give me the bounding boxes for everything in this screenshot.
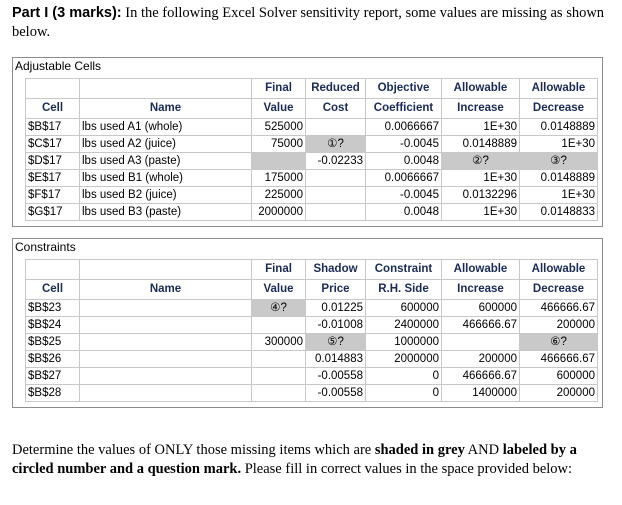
reduced-cost bbox=[306, 204, 366, 221]
header-cell: Coefficient bbox=[366, 99, 442, 119]
shadow-price: -0.00558 bbox=[306, 385, 366, 402]
objective-coefficient: 0.0048 bbox=[366, 153, 442, 170]
instructions-text-2: AND bbox=[467, 442, 500, 458]
constraint-rhs: 0 bbox=[366, 368, 442, 385]
cell-name bbox=[80, 300, 252, 317]
header-cell: Value bbox=[252, 99, 306, 119]
allowable-increase: 1E+30 bbox=[442, 204, 520, 221]
allowable-decrease: 1E+30 bbox=[520, 136, 598, 153]
cell-name: lbs used B1 (whole) bbox=[80, 170, 252, 187]
missing-value-4: ④? bbox=[252, 300, 306, 317]
missing-value-2: ②? bbox=[442, 153, 520, 170]
header-cell: Cost bbox=[306, 99, 366, 119]
cell-ref: $B$28 bbox=[26, 385, 80, 402]
allowable-decrease: 0.0148889 bbox=[520, 170, 598, 187]
table-row bbox=[26, 334, 598, 351]
header-cell: Increase bbox=[442, 99, 520, 119]
cell-name bbox=[80, 334, 252, 351]
header-cell: Cell bbox=[26, 280, 80, 300]
missing-value-1: ①? bbox=[306, 136, 366, 153]
table-row bbox=[26, 170, 598, 187]
allowable-increase: 1400000 bbox=[442, 385, 520, 402]
allowable-decrease: 200000 bbox=[520, 317, 598, 334]
final-value: 225000 bbox=[252, 187, 306, 204]
part-label: Part I (3 marks): bbox=[12, 5, 122, 21]
instructions-text-1: Determine the values of ONLY those missing items which are bbox=[12, 442, 372, 458]
header-cell: Name bbox=[80, 99, 252, 119]
allowable-increase: 0.0132296 bbox=[442, 187, 520, 204]
table-row bbox=[26, 385, 598, 402]
constraint-rhs: 2400000 bbox=[366, 317, 442, 334]
header-cell: Constraint bbox=[366, 260, 442, 280]
cell-name: lbs used A2 (juice) bbox=[80, 136, 252, 153]
cell-ref: $B$27 bbox=[26, 368, 80, 385]
header-cell: Value bbox=[252, 280, 306, 300]
final-value: 300000 bbox=[252, 334, 306, 351]
header-cell: Allowable bbox=[520, 79, 598, 99]
cell-name bbox=[80, 317, 252, 334]
constraint-rhs: 0 bbox=[366, 385, 442, 402]
table-row bbox=[26, 187, 598, 204]
instructions-bold-1: shaded in grey bbox=[374, 442, 465, 458]
allowable-increase: 0.0148889 bbox=[442, 136, 520, 153]
reduced-cost bbox=[306, 187, 366, 204]
constraints-title: Constraints bbox=[15, 240, 76, 254]
final-value: 75000 bbox=[252, 136, 306, 153]
cell-ref: $D$17 bbox=[26, 153, 80, 170]
header-cell: Increase bbox=[442, 280, 520, 300]
allowable-increase: 1E+30 bbox=[442, 170, 520, 187]
header-cell bbox=[26, 79, 80, 99]
header-cell: Reduced bbox=[306, 79, 366, 99]
header-cell bbox=[26, 260, 80, 280]
allowable-increase: 466666.67 bbox=[442, 317, 520, 334]
adjustable-cells-title: Adjustable Cells bbox=[15, 59, 102, 73]
cell-name: lbs used B2 (juice) bbox=[80, 187, 252, 204]
cell-ref: $F$17 bbox=[26, 187, 80, 204]
table-row bbox=[26, 300, 598, 317]
table-row bbox=[26, 204, 598, 221]
reduced-cost bbox=[306, 170, 366, 187]
header-row-top bbox=[26, 260, 598, 280]
cell-ref: $B$23 bbox=[26, 300, 80, 317]
cell-ref: $E$17 bbox=[26, 170, 80, 187]
constraint-rhs: 1000000 bbox=[366, 334, 442, 351]
final-value bbox=[252, 368, 306, 385]
final-value bbox=[252, 385, 306, 402]
allowable-decrease: 0.0148833 bbox=[520, 204, 598, 221]
constraints-section bbox=[12, 238, 603, 408]
constraints-table bbox=[25, 259, 598, 402]
cell-ref: $B$24 bbox=[26, 317, 80, 334]
allowable-increase: 200000 bbox=[442, 351, 520, 368]
header-row-bottom bbox=[26, 99, 598, 119]
header-cell: Price bbox=[306, 280, 366, 300]
reduced-cost: -0.02233 bbox=[306, 153, 366, 170]
table-row bbox=[26, 136, 598, 153]
constraint-rhs: 600000 bbox=[366, 300, 442, 317]
header-cell: Allowable bbox=[520, 260, 598, 280]
cell-name bbox=[80, 368, 252, 385]
header-cell: Final bbox=[252, 260, 306, 280]
instructions-text-3: Please fill in correct values in the space provided below: bbox=[244, 461, 573, 477]
cell-name: lbs used B3 (paste) bbox=[80, 204, 252, 221]
allowable-decrease: 0.0148889 bbox=[520, 119, 598, 136]
final-value bbox=[252, 351, 306, 368]
instructions bbox=[12, 441, 612, 479]
adjustable-cells-table bbox=[25, 78, 598, 221]
final-value bbox=[252, 317, 306, 334]
cell-name bbox=[80, 351, 252, 368]
header-row-bottom bbox=[26, 280, 598, 300]
objective-coefficient: 0.0048 bbox=[366, 204, 442, 221]
header-row-top bbox=[26, 79, 598, 99]
allowable-decrease: 200000 bbox=[520, 385, 598, 402]
final-value: 175000 bbox=[252, 170, 306, 187]
table-row bbox=[26, 351, 598, 368]
adjustable-cells-section bbox=[12, 57, 603, 227]
final-value: 2000000 bbox=[252, 204, 306, 221]
instructions-bold-2: labeled by a circled number and a question mark. bbox=[12, 442, 577, 477]
table-row bbox=[26, 153, 598, 170]
allowable-increase: 600000 bbox=[442, 300, 520, 317]
allowable-decrease: 466666.67 bbox=[520, 300, 598, 317]
missing-value-6: ⑥? bbox=[520, 334, 598, 351]
header-cell: Name bbox=[80, 280, 252, 300]
header-cell: Decrease bbox=[520, 99, 598, 119]
objective-coefficient: 0.0066667 bbox=[366, 119, 442, 136]
constraint-rhs: 2000000 bbox=[366, 351, 442, 368]
allowable-decrease: 1E+30 bbox=[520, 187, 598, 204]
table-row bbox=[26, 119, 598, 136]
allowable-increase: 1E+30 bbox=[442, 119, 520, 136]
cell-name bbox=[80, 385, 252, 402]
cell-name: lbs used A1 (whole) bbox=[80, 119, 252, 136]
cell-ref: $B$25 bbox=[26, 334, 80, 351]
intro-text: In the following Excel Solver sensitivity report, some values are missing as shown below. bbox=[12, 5, 605, 40]
cell-name: lbs used A3 (paste) bbox=[80, 153, 252, 170]
header-cell: R.H. Side bbox=[366, 280, 442, 300]
objective-coefficient: -0.0045 bbox=[366, 136, 442, 153]
allowable-increase: 466666.67 bbox=[442, 368, 520, 385]
cell-ref: $B$17 bbox=[26, 119, 80, 136]
table-row bbox=[26, 317, 598, 334]
header-cell: Cell bbox=[26, 99, 80, 119]
header-cell: Allowable bbox=[442, 260, 520, 280]
missing-value-3: ③? bbox=[520, 153, 598, 170]
cell-ref: $B$26 bbox=[26, 351, 80, 368]
shadow-price: -0.01008 bbox=[306, 317, 366, 334]
shadow-price: 0.014883 bbox=[306, 351, 366, 368]
final-value bbox=[252, 153, 306, 170]
header-cell: Objective bbox=[366, 79, 442, 99]
shadow-price: -0.00558 bbox=[306, 368, 366, 385]
objective-coefficient: 0.0066667 bbox=[366, 170, 442, 187]
allowable-decrease: 600000 bbox=[520, 368, 598, 385]
final-value: 525000 bbox=[252, 119, 306, 136]
cell-ref: $G$17 bbox=[26, 204, 80, 221]
question-intro bbox=[12, 4, 612, 42]
header-cell: Final bbox=[252, 79, 306, 99]
header-cell bbox=[80, 79, 252, 99]
allowable-decrease: 466666.67 bbox=[520, 351, 598, 368]
cell-ref: $C$17 bbox=[26, 136, 80, 153]
reduced-cost bbox=[306, 119, 366, 136]
objective-coefficient: -0.0045 bbox=[366, 187, 442, 204]
table-row bbox=[26, 368, 598, 385]
header-cell: Decrease bbox=[520, 280, 598, 300]
header-cell: Shadow bbox=[306, 260, 366, 280]
header-cell bbox=[80, 260, 252, 280]
shadow-price: 0.01225 bbox=[306, 300, 366, 317]
missing-value-5: ⑤? bbox=[306, 334, 366, 351]
header-cell: Allowable bbox=[442, 79, 520, 99]
allowable-increase bbox=[442, 334, 520, 351]
